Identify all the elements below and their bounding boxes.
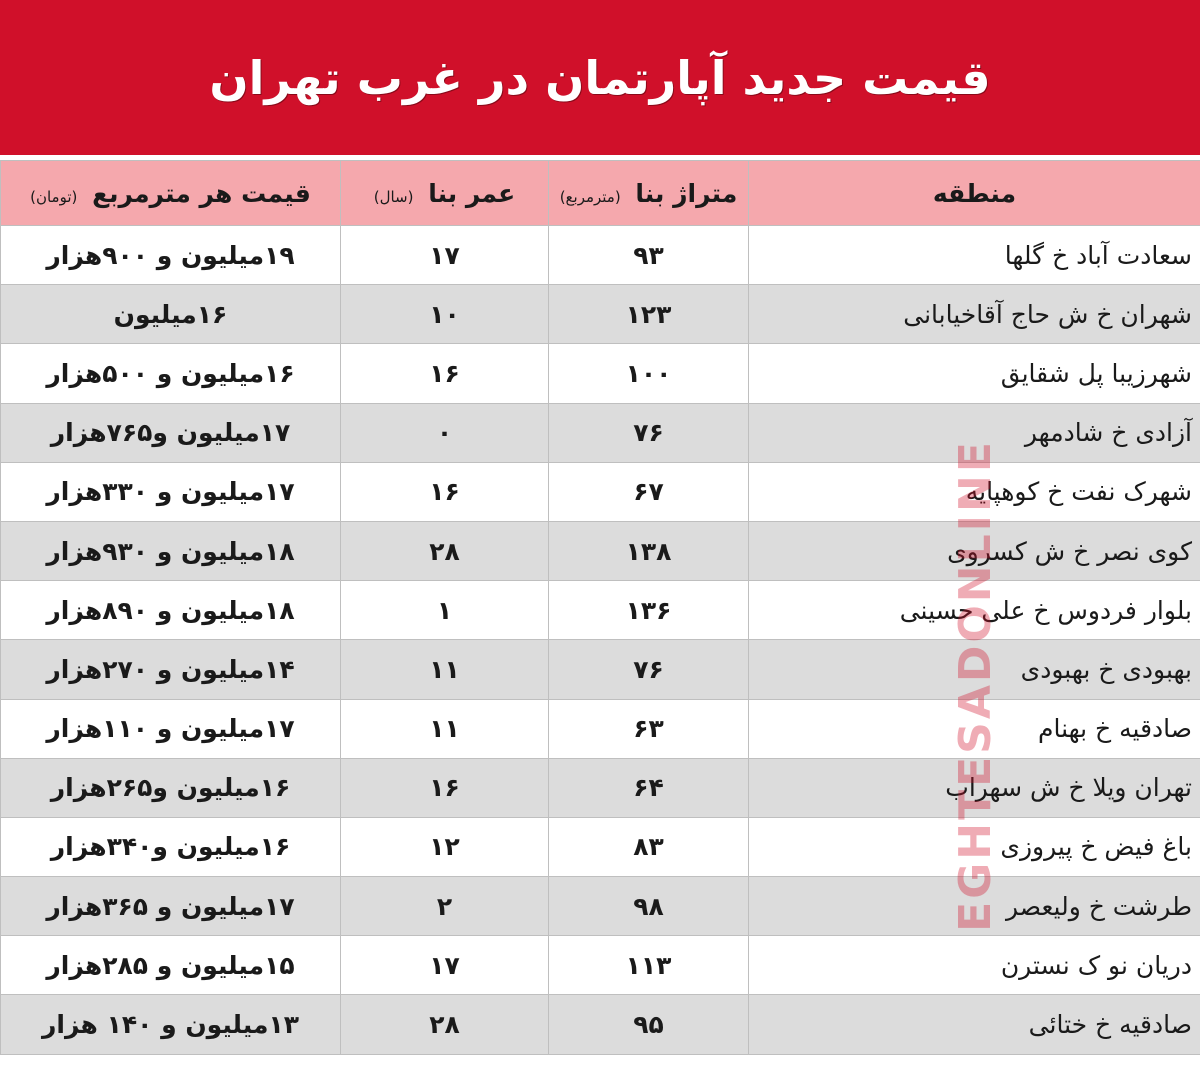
table-row <box>1 521 1200 580</box>
table-row <box>1 995 1200 1054</box>
cell-area: ۷۶ <box>549 403 749 462</box>
header-age <box>341 161 549 226</box>
cell-age: ۱۲ <box>341 817 549 876</box>
price-table <box>0 160 1200 1055</box>
header-price-unit: (تومان) <box>30 187 78 206</box>
cell-region: آزادی خ شادمهر <box>749 403 1200 462</box>
cell-region: شهرزیبا پل شقایق <box>749 344 1200 403</box>
cell-area: ۸۳ <box>549 817 749 876</box>
watermark-text: EGHTESADONLINE <box>949 438 1001 932</box>
cell-age: ۲۸ <box>341 521 549 580</box>
cell-area: ۹۵ <box>549 995 749 1054</box>
cell-age: ۱۶ <box>341 462 549 521</box>
cell-area: ۱۳۸ <box>549 521 749 580</box>
header-row <box>1 161 1200 226</box>
header-age-label: عمر بنا <box>428 178 516 208</box>
cell-price: ۱۹میلیون و ۹۰۰هزار <box>1 226 341 285</box>
cell-region: شهران خ ش حاج آقاخیابانی <box>749 285 1200 344</box>
cell-price: ۱۸میلیون و ۹۳۰هزار <box>1 521 341 580</box>
header-area-label: متراژ بنا <box>635 178 738 208</box>
cell-price: ۱۶میلیون و ۵۰۰هزار <box>1 344 341 403</box>
table-row <box>1 758 1200 817</box>
cell-area: ۹۳ <box>549 226 749 285</box>
table-row <box>1 640 1200 699</box>
cell-age: ۱۱ <box>341 699 549 758</box>
table-row <box>1 699 1200 758</box>
cell-region: بلوار فردوس خ علی حسینی <box>749 581 1200 640</box>
cell-price: ۱۵میلیون و ۲۸۵هزار <box>1 936 341 995</box>
header-area <box>549 161 749 226</box>
cell-price: ۱۷میلیون و ۳۶۵هزار <box>1 877 341 936</box>
cell-area: ۱۰۰ <box>549 344 749 403</box>
header-age-unit: (سال) <box>373 187 414 206</box>
cell-age: ۰ <box>341 403 549 462</box>
cell-area: ۶۴ <box>549 758 749 817</box>
cell-region: دریان نو ک نسترن <box>749 936 1200 995</box>
table-row <box>1 344 1200 403</box>
title-banner <box>0 0 1200 155</box>
table-row <box>1 877 1200 936</box>
cell-area: ۹۸ <box>549 877 749 936</box>
cell-age: ۱ <box>341 581 549 640</box>
cell-area: ۱۳۶ <box>549 581 749 640</box>
table-body <box>1 226 1200 1055</box>
cell-region: باغ فیض خ پیروزی <box>749 817 1200 876</box>
cell-age: ۱۶ <box>341 758 549 817</box>
cell-area: ۶۳ <box>549 699 749 758</box>
table-row <box>1 936 1200 995</box>
cell-region: سعادت آباد خ گلها <box>749 226 1200 285</box>
cell-age: ۱۷ <box>341 226 549 285</box>
cell-age: ۲ <box>341 877 549 936</box>
page-title: قیمت جدید آپارتمان در غرب تهران <box>209 50 991 105</box>
table-row <box>1 403 1200 462</box>
cell-price: ۱۶میلیون <box>1 285 341 344</box>
cell-area: ۶۷ <box>549 462 749 521</box>
cell-region: بهبودی خ بهبودی <box>749 640 1200 699</box>
cell-price: ۱۳میلیون و ۱۴۰ هزار <box>1 995 341 1054</box>
table-row <box>1 462 1200 521</box>
cell-region: کوی نصر خ ش کسروی <box>749 521 1200 580</box>
table-row <box>1 226 1200 285</box>
cell-age: ۱۶ <box>341 344 549 403</box>
cell-region: طرشت خ ولیعصر <box>749 877 1200 936</box>
header-region <box>749 161 1200 226</box>
cell-price: ۱۴میلیون و ۲۷۰هزار <box>1 640 341 699</box>
cell-price: ۱۷میلیون و ۳۳۰هزار <box>1 462 341 521</box>
table-row <box>1 581 1200 640</box>
table-row <box>1 817 1200 876</box>
header-region-label: منطقه <box>932 178 1017 208</box>
cell-area: ۱۲۳ <box>549 285 749 344</box>
cell-region: تهران ویلا خ ش سهراب <box>749 758 1200 817</box>
cell-price: ۱۷میلیون و۷۶۵هزار <box>1 403 341 462</box>
header-area-unit: (مترمربع) <box>559 187 621 206</box>
cell-price: ۱۸میلیون و ۸۹۰هزار <box>1 581 341 640</box>
cell-price: ۱۶میلیون و۲۶۵هزار <box>1 758 341 817</box>
cell-price: ۱۶میلیون و۳۴۰هزار <box>1 817 341 876</box>
cell-region: صادقیه خ بهنام <box>749 699 1200 758</box>
cell-age: ۱۷ <box>341 936 549 995</box>
cell-region: صادقیه خ ختائی <box>749 995 1200 1054</box>
cell-age: ۱۱ <box>341 640 549 699</box>
cell-price: ۱۷میلیون و ۱۱۰هزار <box>1 699 341 758</box>
header-price <box>1 161 341 226</box>
table-row <box>1 285 1200 344</box>
header-price-label: قیمت هر مترمربع <box>92 178 311 208</box>
cell-area: ۷۶ <box>549 640 749 699</box>
cell-region: شهرک نفت خ کوهپایه <box>749 462 1200 521</box>
cell-age: ۲۸ <box>341 995 549 1054</box>
cell-area: ۱۱۳ <box>549 936 749 995</box>
cell-age: ۱۰ <box>341 285 549 344</box>
